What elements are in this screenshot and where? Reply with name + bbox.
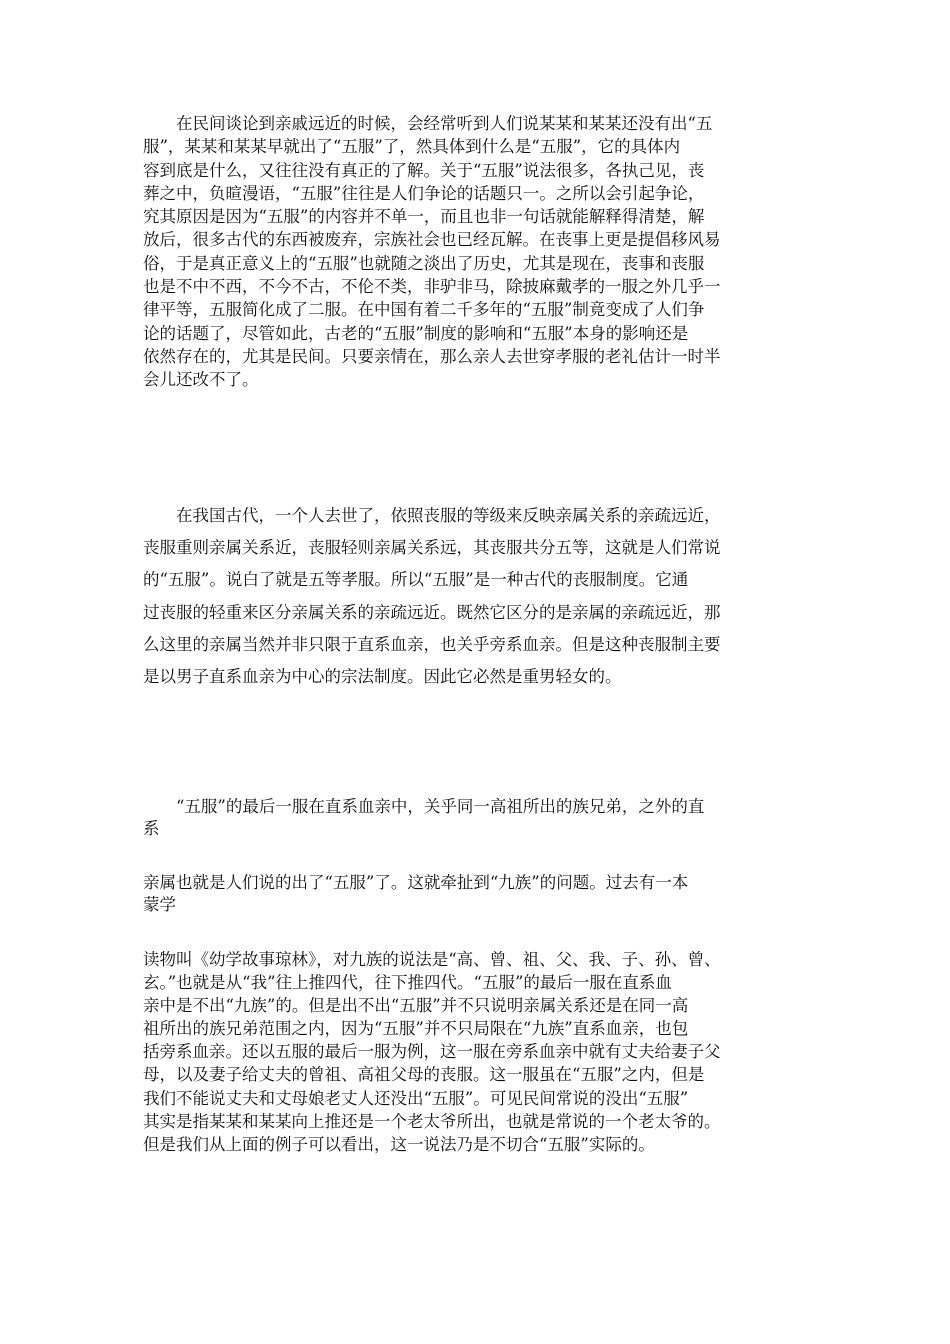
text-line: 其实是指某某和某某向上推还是一个老太爷所出，也就是常说的一个老太爷的。 <box>143 1111 721 1131</box>
text-line: 读物叫《幼学故事琼林》，对九族的说法是“高、曾、祖、父、我、子、孙、曾、 <box>143 950 721 969</box>
text-line: 在我国古代，一个人去世了，依照丧服的等级来反映亲属关系的亲疏远近， <box>143 506 721 525</box>
text-line: 俗，于是真正意义上的“五服”也就随之淡出了历史，尤其是现在，丧事和丧服 <box>143 253 705 273</box>
text-line: 在民间谈论到亲戚远近的时候，会经常听到人们说某某和某某还没有出“五 <box>143 114 713 133</box>
text-line: 祖所出的族兄弟范围之内，因为“五服”并不只局限在“九族”直系血亲，也包 <box>143 1019 689 1039</box>
text-line: 放后，很多古代的东西被废弃，宗族社会也已经瓦解。在丧事上更是提倡移风易 <box>143 230 721 250</box>
text-line: 会儿还改不了。 <box>143 370 259 390</box>
paragraph-nine-clans-part3 <box>143 948 813 1156</box>
text-line: 母，以及妻子给丈夫的曾祖、高祖父母的丧服。这一服虽在“五服”之内，但是 <box>143 1065 705 1085</box>
text-line: 么这里的亲属当然并非只限于直系血亲，也关乎旁系血亲。但是这种丧服制主要 <box>143 634 721 654</box>
text-line: 蒙学 <box>143 895 176 914</box>
text-line: “五服”的最后一服在直系血亲中，关乎同一高祖所出的族兄弟，之外的直 <box>143 797 705 816</box>
text-line: 我们不能说丈夫和丈母娘老丈人还没出“五服”。可见民间常说的没出“五服” <box>143 1088 689 1108</box>
text-line: 但是我们从上面的例子可以看出，这一说法乃是不切合“五服”实际的。 <box>143 1134 655 1154</box>
text-line: 括旁系血亲。还以五服的最后一服为例，这一服在旁系血亲中就有丈夫给妻子父 <box>143 1042 721 1062</box>
text-line: 是以男子直系血亲为中心的宗法制度。因此它必然是重男轻女的。 <box>143 667 622 687</box>
text-line: 亲属也就是人们说的出了“五服”了。这就牵扯到“九族”的问题。过去有一本 <box>143 873 689 892</box>
text-line: 也是不中不西，不今不古，不伦不类，非驴非马，除披麻戴孝的一服之外几乎一 <box>143 277 721 297</box>
text-line: 论的话题了，尽管如此，古老的“五服”制度的影响和“五服”本身的影响还是 <box>143 323 689 343</box>
text-line: 亲中是不出“九族”的。但是出不出“五服”并不只说明亲属关系还是在同一高 <box>143 996 689 1016</box>
text-line: 律平等，五服简化成了二服。在中国有着二千多年的“五服”制竟变成了人们争 <box>143 300 705 320</box>
paragraph-nine-clans-part1 <box>143 796 813 840</box>
text-line: 依然存在的，尤其是民间。只要亲情在，那么亲人去世穿孝服的老礼估计一时半 <box>143 346 721 366</box>
text-line: 的“五服”。说白了就是五等孝服。所以“五服”是一种古代的丧服制度。它通 <box>143 570 689 590</box>
text-line: 玄。”也就是从“我”往上推四代，往下推四代。“五服”的最后一服在直系血 <box>143 973 672 993</box>
text-line: 丧服重则亲属关系近，丧服轻则亲属关系远，其丧服共分五等，这就是人们常说 <box>143 538 721 558</box>
text-line: 葬之中，负暄漫语，“五服”往往是人们争论的话题只一。之所以会引起争论， <box>143 183 705 203</box>
text-line: 服”，某某和某某早就出了“五服”了，然具体到什么是“五服”，它的具体内 <box>143 137 681 157</box>
text-line: 究其原因是因为“五服”的内容并不单一，而且也非一句话就能解释得清楚，解 <box>143 207 705 227</box>
text-line: 容到底是什么，又往往没有真正的了解。关于“五服”说法很多，各执己见，丧 <box>143 160 705 180</box>
paragraph-wufu-definition <box>143 500 813 693</box>
text-line: 系 <box>143 819 160 838</box>
text-line: 过丧服的轻重来区分亲属关系的亲疏远近。既然它区分的是亲属的亲疏远近，那 <box>143 602 721 622</box>
paragraph-nine-clans-part2 <box>143 872 813 916</box>
paragraph-wufu-intro <box>143 112 813 392</box>
